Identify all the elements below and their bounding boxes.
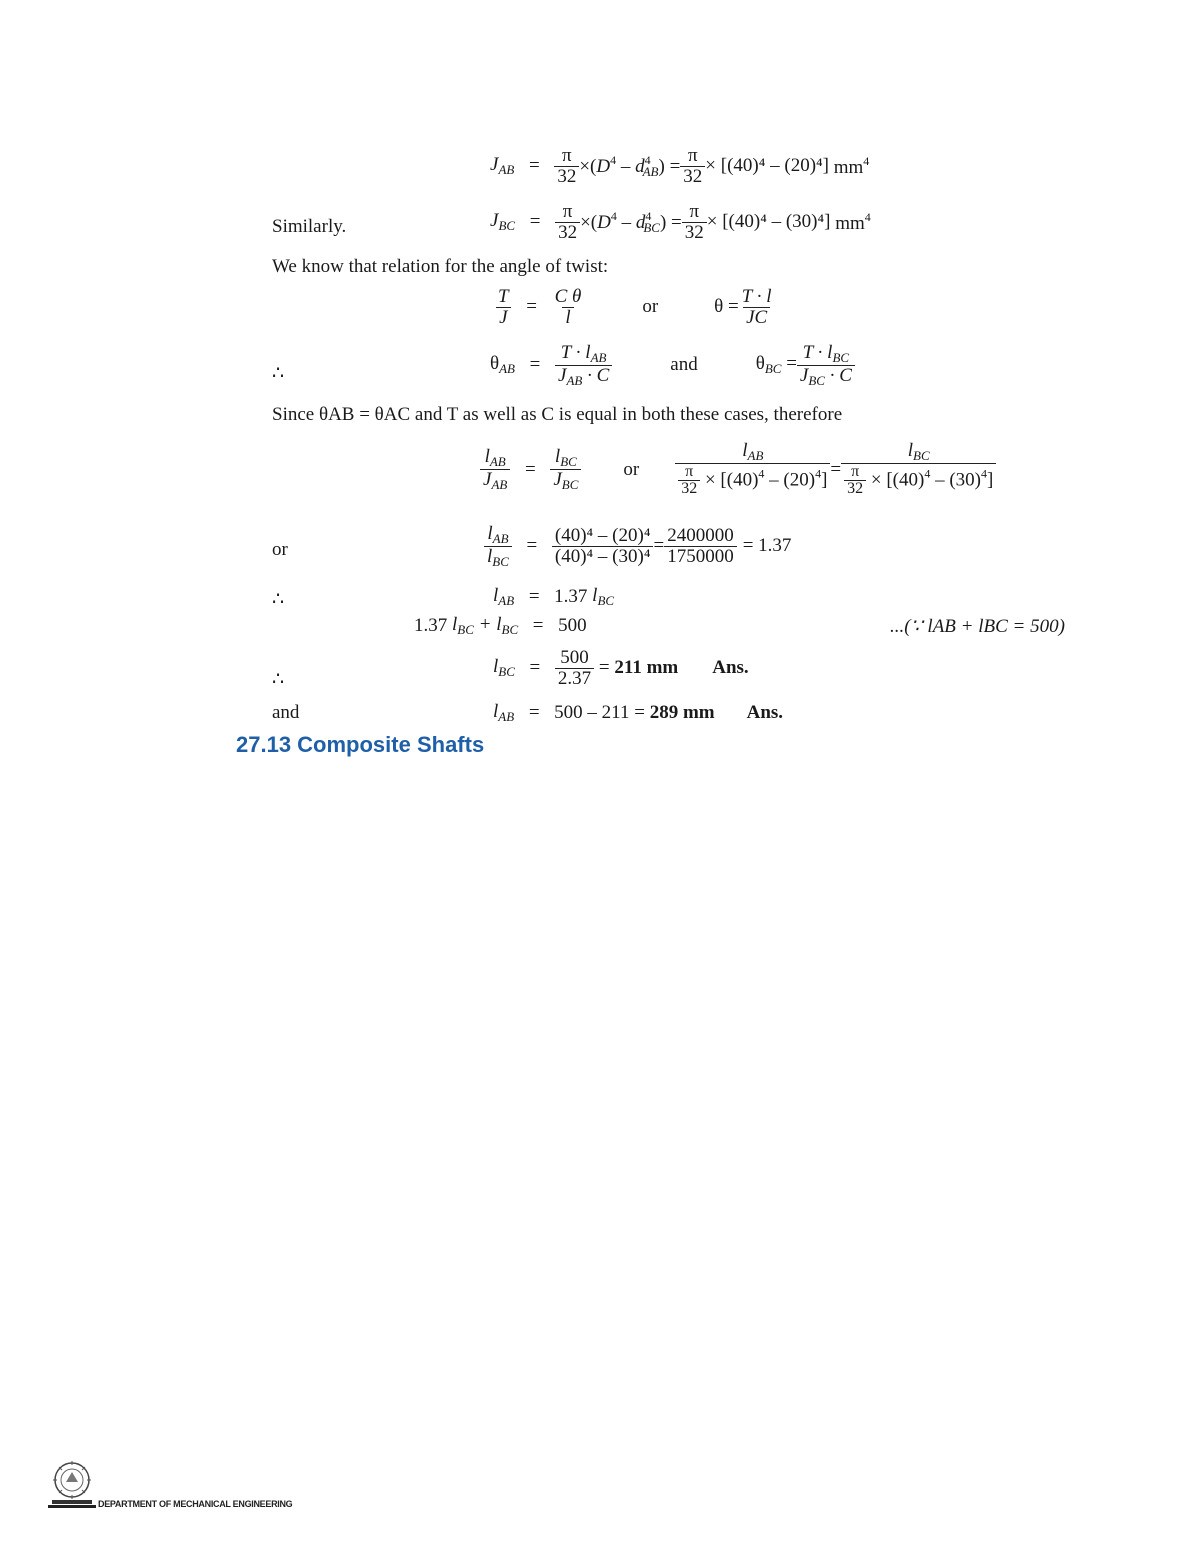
or-text: or — [623, 458, 640, 480]
lab-result-expression: 500 – 211 = — [554, 702, 645, 723]
equation-j-ab: $J_{AB}$ = $\frac{\pi}{32}$ $\times(D^4 - d^4_{AB})$ = $\frac{\pi}{32}$ × [(40)⁴ – (20)⁴] $mm^4$ — [490, 145, 870, 187]
equation-sum: 1.37 $l_{BC} + l_{BC}$ = 500 — [414, 614, 587, 637]
sum-note: ...(∵ lAB + lBC = 500) — [890, 616, 1065, 637]
equation-theta: $\theta_{AB}$ = $\frac{T \cdot l_{AB}}{J_{AB} \cdot C}$ and $\theta_{BC}$ = $\frac{T \cdot l_{BC}}{J_{BC} \cdot C}$ — [490, 343, 855, 387]
and-text: and — [670, 354, 698, 376]
university-logo-icon — [48, 1458, 96, 1510]
or-text: or — [642, 296, 659, 318]
unit-mm: mm — [835, 212, 865, 234]
equation-torsion: $\frac{T}{J}$ = $\frac{\text{C θ}}{l}$ or θ = $\frac{T \cdot l}{JC}$ — [498, 286, 772, 328]
similarly-label: Similarly. — [272, 216, 347, 237]
ratio-numerator: (40)⁴ – (20)⁴ — [554, 524, 651, 546]
ratio-den-value: 1750000 — [664, 546, 737, 567]
relation-intro: We know that relation for the angle of twist: — [272, 256, 609, 277]
sum-total: 500 — [558, 615, 587, 636]
therefore-symbol: ∴ — [272, 669, 285, 690]
lbc-denominator: 2.37 — [555, 668, 594, 689]
therefore-symbol: ∴ — [272, 589, 285, 610]
answer-label: Ans. — [712, 657, 749, 679]
equation-lab: $l_{AB}$ = 1.37 $l_{BC}$ — [493, 585, 615, 608]
lab-coefficient: 1.37 — [554, 586, 588, 607]
ratio-denominator: (40)⁴ – (30)⁴ — [552, 546, 654, 567]
ratio-num-value: 2400000 — [667, 524, 734, 546]
equation-ratio-l: $\frac{l_{AB}}{l_{BC}}$ = $\frac{\text{(40)⁴ – (20)⁴}}{\text{(40)⁴ – (30)⁴}}$ = $\frac{2400000}{1750000}$ = 1.37 — [484, 524, 791, 568]
and-label: and — [272, 702, 300, 723]
section-heading-text: 27.13 Composite Shafts — [236, 732, 485, 757]
since-text: Since θAB = θAC and T as well as C is equal in both these cases, therefore — [272, 404, 843, 425]
lbc-numerator: 500 — [560, 647, 589, 668]
lab-result: 289 mm — [649, 702, 715, 723]
j-ab-expression: × [(40)⁴ – (20)⁴] — [705, 155, 829, 177]
equation-lab-result: $l_{AB}$ = 500 – 211 = 289 mm Ans. — [493, 701, 784, 724]
ratio-result: = 1.37 — [742, 535, 792, 557]
equation-j-bc: $J_{BC}$ = $\frac{\pi}{32}$ $\times(D^4 - d^4_{BC})$ = $\frac{\pi}{32}$ × [(40)⁴ – (30)⁴] $mm^4$ — [490, 201, 871, 243]
unit-mm: mm — [833, 156, 864, 178]
equation-ratio-j: $\frac{l_{AB}}{J_{AB}}$ = $\frac{l_{BC}}{J_{BC}}$ or $l_{AB}$ $\frac{\pi}{32}$ × $[(40)^4 - (20)^4]$ = $l_{BC}$ $\frac{\pi}{32}$ × $[(40)^4 - (30)^4]$ — [480, 441, 996, 498]
lbc-result: 211 mm — [614, 657, 679, 679]
section-heading-cut — [236, 732, 536, 757]
equation-lbc: $l_{BC}$ = $\frac{500}{2.37}$ = 211 mm Ans. — [493, 647, 749, 689]
sum-coefficient: 1.37 — [414, 615, 448, 636]
answer-label: Ans. — [746, 702, 784, 723]
department-name: DEPARTMENT OF MECHANICAL ENGINEERING — [98, 1499, 293, 1509]
or-label: or — [272, 539, 288, 560]
therefore-symbol: ∴ — [272, 363, 285, 384]
j-bc-expression: × [(40)⁴ – (30)⁴] — [706, 211, 831, 233]
